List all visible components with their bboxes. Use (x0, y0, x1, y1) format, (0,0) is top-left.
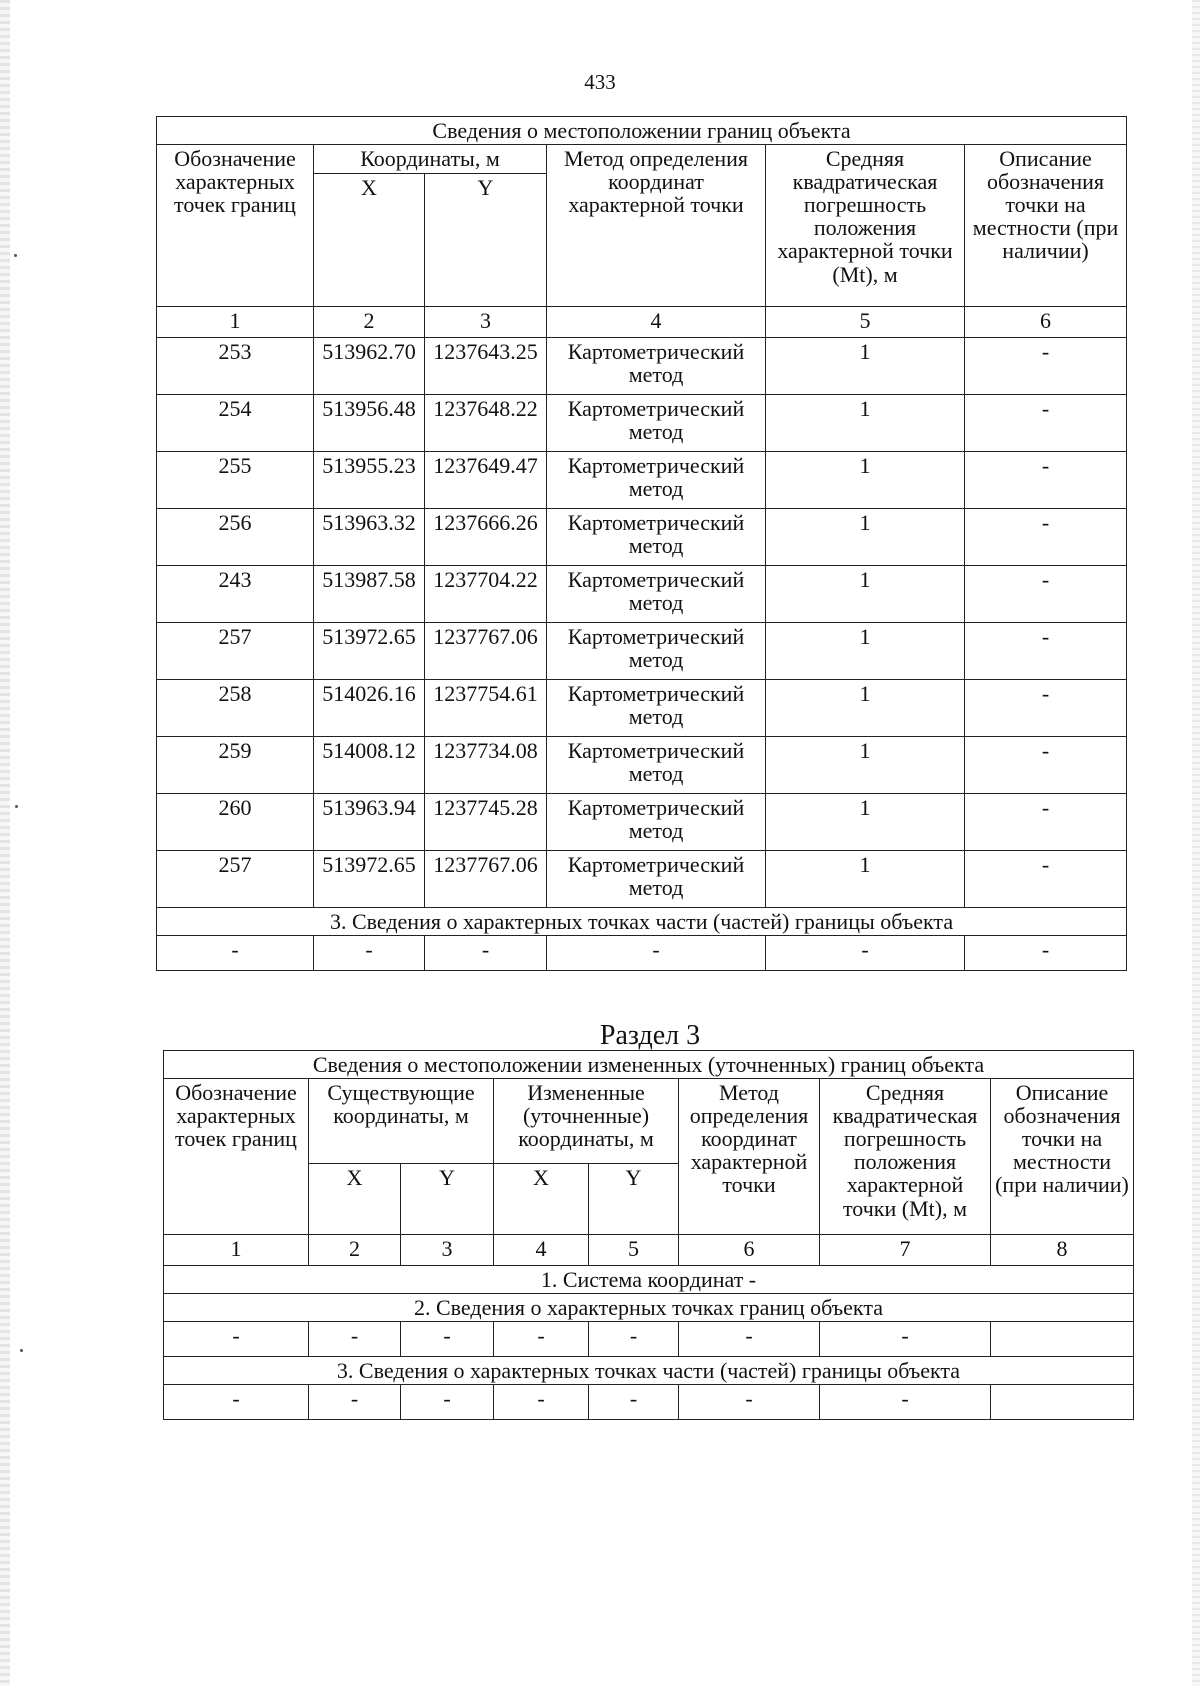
dash-cell: - (309, 1322, 401, 1357)
cell-point: 256 (157, 509, 314, 566)
dash-cell: - (679, 1385, 820, 1420)
dash-cell: - (766, 936, 965, 971)
cell-description: - (965, 851, 1127, 908)
cell-description: - (965, 680, 1127, 737)
cell-y: 1237767.06 (425, 623, 547, 680)
table-row (157, 794, 1127, 851)
cell-method: Картометрический метод (547, 794, 766, 851)
column-number: 1 (157, 307, 314, 338)
column-number: 7 (820, 1235, 991, 1266)
cell-method: Картометрический метод (547, 566, 766, 623)
dash-cell: - (679, 1322, 820, 1357)
cell-point: 260 (157, 794, 314, 851)
header-coordinates: Координаты, м (314, 145, 547, 174)
header-error: Средняя квадратическая погрешность положения характерной точки (Mt), м (766, 145, 965, 307)
header-changed-coordinates: Измененные (уточненные) координаты, м (494, 1079, 679, 1164)
header-row (157, 145, 1127, 174)
cell-x: 514026.16 (314, 680, 425, 737)
cell-error: 1 (766, 794, 965, 851)
dash-cell: - (494, 1322, 589, 1357)
dash-row (164, 1385, 1134, 1420)
column-number: 5 (766, 307, 965, 338)
cell-method: Картометрический метод (547, 680, 766, 737)
column-number: 4 (547, 307, 766, 338)
cell-x: 514008.12 (314, 737, 425, 794)
cell-x: 513956.48 (314, 395, 425, 452)
cell-x: 513963.94 (314, 794, 425, 851)
table-row (157, 566, 1127, 623)
column-number: 5 (589, 1235, 679, 1266)
cell-y: 1237648.22 (425, 395, 547, 452)
cell-description: - (965, 737, 1127, 794)
column-number: 3 (401, 1235, 494, 1266)
cell-method: Картометрический метод (547, 509, 766, 566)
header-error: Средняя квадратическая погрешность положения характерной точки (Mt), м (820, 1079, 991, 1235)
cell-description: - (965, 623, 1127, 680)
header-existing-coordinates: Существующие координаты, м (309, 1079, 494, 1164)
dash-row (157, 936, 1127, 971)
cell-y: 1237643.25 (425, 338, 547, 395)
column-number: 4 (494, 1235, 589, 1266)
header-existing-y: Y (401, 1164, 494, 1235)
column-number: 3 (425, 307, 547, 338)
cell-point: 255 (157, 452, 314, 509)
cell-error: 1 (766, 680, 965, 737)
dash-cell: - (164, 1385, 309, 1420)
dash-cell: - (589, 1322, 679, 1357)
column-number: 2 (309, 1235, 401, 1266)
table-row (157, 509, 1127, 566)
page-number: 433 (584, 70, 616, 94)
cell-point: 258 (157, 680, 314, 737)
cell-point: 253 (157, 338, 314, 395)
header-changed-y: Y (589, 1164, 679, 1235)
header-designation: Обозначение характерных точек границ (164, 1079, 309, 1235)
cell-x: 513955.23 (314, 452, 425, 509)
cell-y: 1237754.61 (425, 680, 547, 737)
table-title: Сведения о местоположении измененных (уточненных) границ объекта (164, 1051, 1134, 1079)
cell-error: 1 (766, 623, 965, 680)
coordinate-system-row (164, 1266, 1134, 1294)
table-title-row (164, 1051, 1134, 1079)
header-changed-x: X (494, 1164, 589, 1235)
header-method: Метод определения координат характерной точки (679, 1079, 820, 1235)
dash-cell: - (157, 936, 314, 971)
dash-cell: - (164, 1322, 309, 1357)
header-y: Y (425, 174, 547, 307)
cell-description: - (965, 566, 1127, 623)
header-existing-x: X (309, 1164, 401, 1235)
cell-y: 1237734.08 (425, 737, 547, 794)
dash-cell: - (589, 1385, 679, 1420)
cell-x: 513972.65 (314, 623, 425, 680)
cell-x: 513987.58 (314, 566, 425, 623)
header-row (164, 1079, 1134, 1164)
cell-error: 1 (766, 452, 965, 509)
column-number: 6 (965, 307, 1127, 338)
coordinate-system-label: 1. Система координат - (164, 1266, 1134, 1294)
changed-boundary-table (163, 1050, 1134, 1420)
column-number: 1 (164, 1235, 309, 1266)
header-method: Метод определения координат характерной точки (547, 145, 766, 307)
cell-point: 243 (157, 566, 314, 623)
section3-row (164, 1357, 1134, 1385)
table-row (157, 851, 1127, 908)
cell-method: Картометрический метод (547, 452, 766, 509)
table-title: Сведения о местоположении границ объекта (157, 117, 1127, 145)
table-row (157, 680, 1127, 737)
scan-speck (20, 1349, 23, 1352)
scan-edge-left (0, 0, 10, 1686)
cell-description: - (965, 395, 1127, 452)
cell-error: 1 (766, 338, 965, 395)
dash-cell (991, 1385, 1134, 1420)
cell-description: - (965, 338, 1127, 395)
dash-cell: - (401, 1385, 494, 1420)
section3-label: 3. Сведения о характерных точках части (частей) границы объекта (157, 908, 1127, 936)
cell-error: 1 (766, 509, 965, 566)
column-number: 2 (314, 307, 425, 338)
cell-description: - (965, 509, 1127, 566)
cell-point: 257 (157, 623, 314, 680)
cell-method: Картометрический метод (547, 338, 766, 395)
cell-error: 1 (766, 851, 965, 908)
cell-method: Картометрический метод (547, 737, 766, 794)
cell-y: 1237767.06 (425, 851, 547, 908)
cell-x: 513972.65 (314, 851, 425, 908)
table-row (157, 623, 1127, 680)
cell-error: 1 (766, 395, 965, 452)
header-description: Описание обозначения точки на местности (при наличии) (991, 1079, 1134, 1235)
cell-point: 259 (157, 737, 314, 794)
table-row (157, 452, 1127, 509)
column-number: 8 (991, 1235, 1134, 1266)
header-x: X (314, 174, 425, 307)
section-heading: Раздел 3 (599, 1020, 701, 1051)
cell-y: 1237649.47 (425, 452, 547, 509)
section3-row (157, 908, 1127, 936)
dash-cell: - (965, 936, 1127, 971)
table-row (157, 338, 1127, 395)
cell-y: 1237704.22 (425, 566, 547, 623)
cell-error: 1 (766, 566, 965, 623)
table-row (157, 737, 1127, 794)
dash-cell: - (547, 936, 766, 971)
cell-point: 254 (157, 395, 314, 452)
table-title-row (157, 117, 1127, 145)
section2-row (164, 1294, 1134, 1322)
dash-cell: - (820, 1322, 991, 1357)
section2-label: 2. Сведения о характерных точках границ объекта (164, 1294, 1134, 1322)
cell-y: 1237745.28 (425, 794, 547, 851)
dash-cell: - (309, 1385, 401, 1420)
dash-cell: - (401, 1322, 494, 1357)
scan-speck (14, 254, 17, 257)
cell-method: Картометрический метод (547, 851, 766, 908)
dash-row (164, 1322, 1134, 1357)
column-number: 6 (679, 1235, 820, 1266)
boundary-location-table (156, 116, 1127, 971)
cell-error: 1 (766, 737, 965, 794)
cell-x: 513963.32 (314, 509, 425, 566)
cell-y: 1237666.26 (425, 509, 547, 566)
dash-cell (991, 1322, 1134, 1357)
cell-method: Картометрический метод (547, 623, 766, 680)
cell-method: Картометрический метод (547, 395, 766, 452)
cell-x: 513962.70 (314, 338, 425, 395)
column-number-row (157, 307, 1127, 338)
dash-cell: - (494, 1385, 589, 1420)
cell-description: - (965, 794, 1127, 851)
cell-point: 257 (157, 851, 314, 908)
column-number-row (164, 1235, 1134, 1266)
cell-description: - (965, 452, 1127, 509)
header-description: Описание обозначения точки на местности (при наличии) (965, 145, 1127, 307)
header-designation: Обозначение характерных точек границ (157, 145, 314, 307)
section3-label: 3. Сведения о характерных точках части (частей) границы объекта (164, 1357, 1134, 1385)
dash-cell: - (820, 1385, 991, 1420)
scan-edge-right (1192, 0, 1200, 1686)
dash-cell: - (314, 936, 425, 971)
dash-cell: - (425, 936, 547, 971)
scan-speck (15, 805, 18, 808)
table-row (157, 395, 1127, 452)
